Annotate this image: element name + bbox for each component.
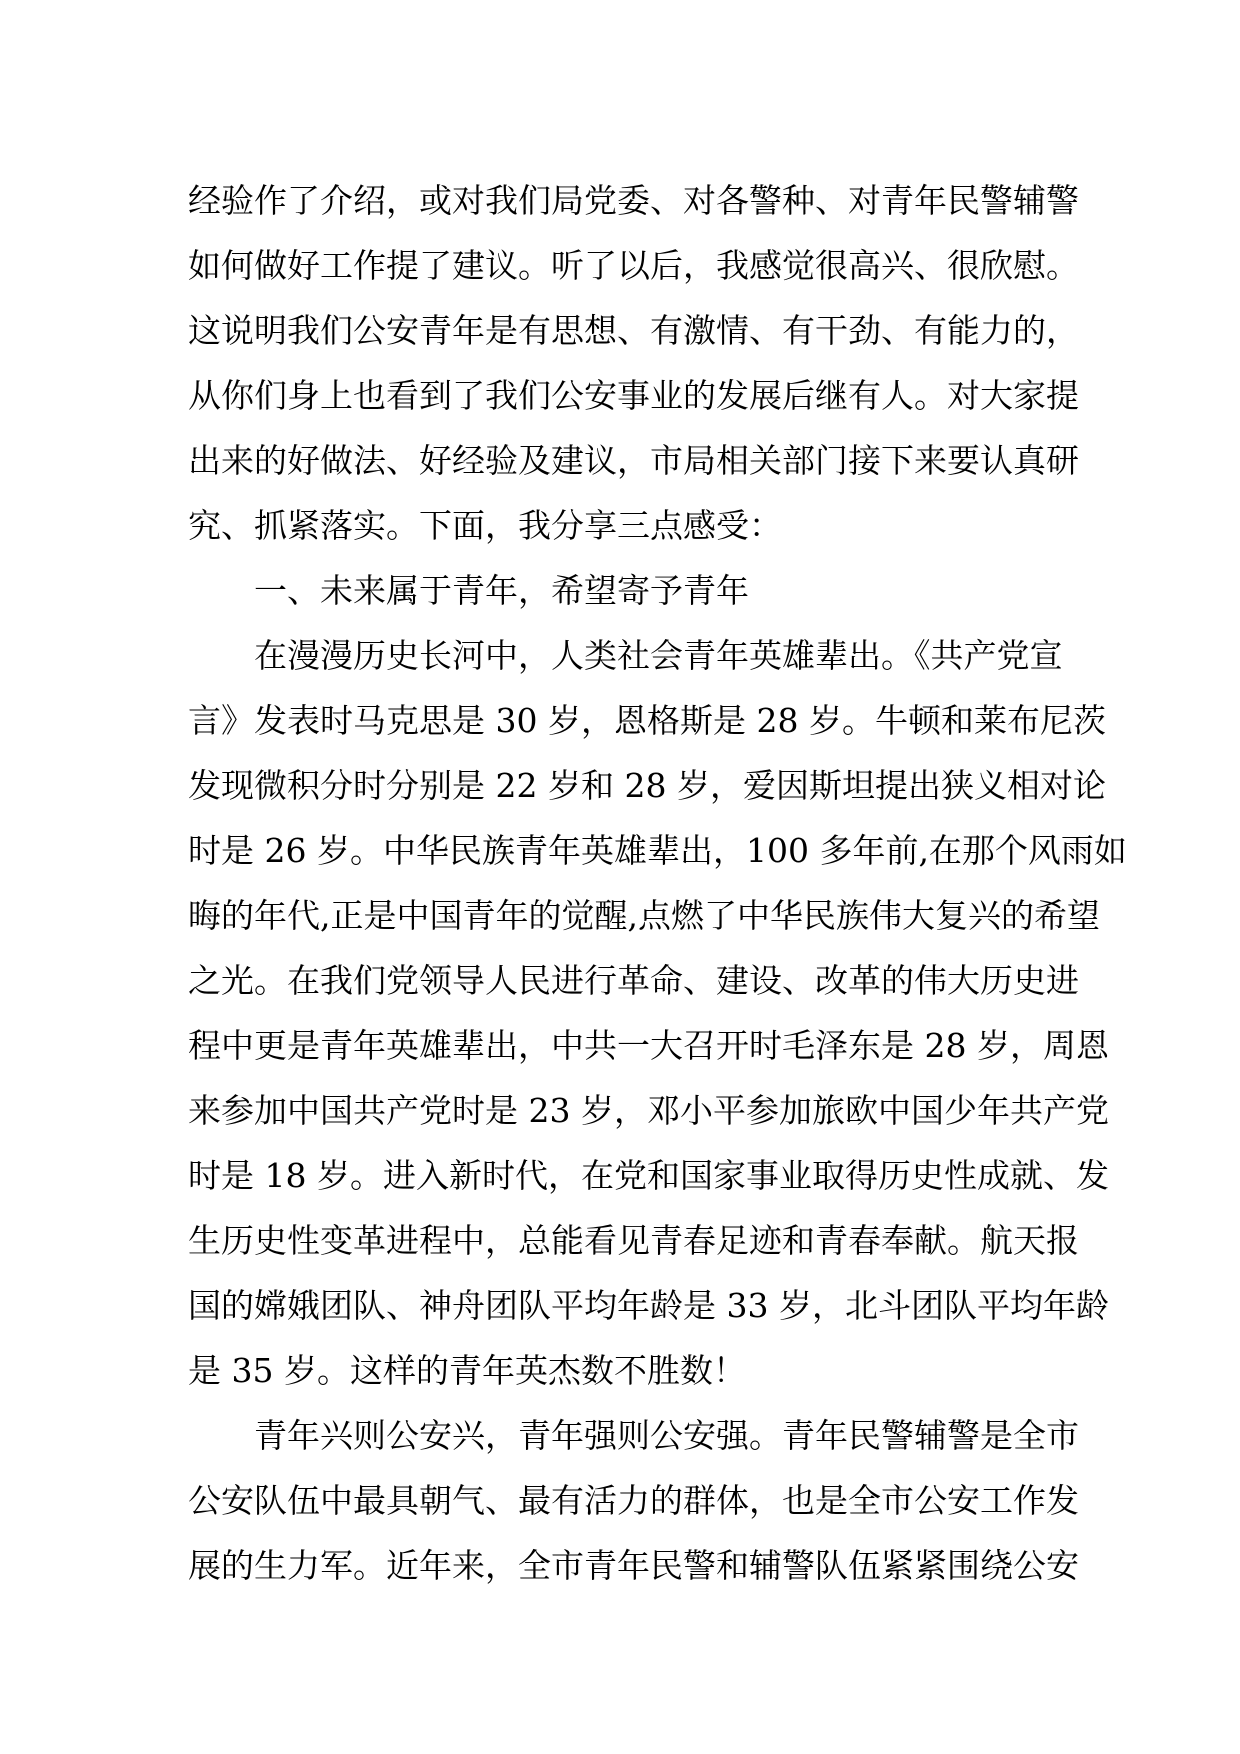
text-line: 这说明我们公安青年是有思想、有激情、有干劲、有能力的，	[188, 311, 1079, 350]
section-heading	[188, 558, 1058, 623]
text-line: 从你们身上也看到了我们公安事业的发展后继有人。对大家提	[188, 376, 1079, 415]
text-line: 在漫漫历史长河中，人类社会青年英雄辈出。《共产党宣	[254, 636, 1063, 675]
paragraph-history	[188, 623, 1127, 1403]
text-line: 生历史性变革进程中，总能看见青春足迹和青春奉献。航天报	[188, 1221, 1079, 1260]
text-line: 程中更是青年英雄辈出，中共一大召开时毛泽东是 28 岁，周恩	[188, 1026, 1109, 1065]
text-line: 言》发表时马克思是 30 岁，恩格斯是 28 岁。牛顿和莱布尼茨	[188, 701, 1106, 740]
text-line: 晦的年代,正是中国青年的觉醒,点燃了中华民族伟大复兴的希望	[188, 896, 1100, 935]
text-line: 时是 18 岁。进入新时代，在党和国家事业取得历史性成就、发	[188, 1156, 1109, 1195]
text-line: 公安队伍中最具朝气、最有活力的群体，也是全市公安工作发	[188, 1481, 1079, 1520]
text-line: 发现微积分时分别是 22 岁和 28 岁，爱因斯坦提出狭义相对论	[188, 766, 1106, 805]
paragraph-police-youth	[188, 1403, 1079, 1598]
text-line: 经验作了介绍，或对我们局党委、对各警种、对青年民警辅警	[188, 181, 1079, 220]
text-line: 国的嫦娥团队、神舟团队平均年龄是 33 岁，北斗团队平均年龄	[188, 1286, 1109, 1325]
text-line: 出来的好做法、好经验及建议，市局相关部门接下来要认真研	[188, 441, 1079, 480]
text-line: 青年兴则公安兴，青年强则公安强。青年民警辅警是全市	[254, 1416, 1079, 1455]
text-line: 究、抓紧落实。下面，我分享三点感受：	[188, 506, 782, 545]
text-line: 来参加中国共产党时是 23 岁，邓小平参加旅欧中国少年共产党	[188, 1091, 1109, 1130]
text-line: 时是 26 岁。中华民族青年英雄辈出，100 多年前,在那个风雨如	[188, 831, 1127, 870]
paragraph-intro	[188, 168, 1079, 558]
text-line: 展的生力军。近年来，全市青年民警和辅警队伍紧紧围绕公安	[188, 1546, 1079, 1585]
text-line: 是 35 岁。这样的青年英杰数不胜数！	[188, 1351, 746, 1390]
body-text	[188, 168, 1127, 1598]
text-line: 之光。在我们党领导人民进行革命、建设、改革的伟大历史进	[188, 961, 1079, 1000]
text-line: 如何做好工作提了建议。听了以后，我感觉很高兴、很欣慰。	[188, 246, 1079, 285]
heading-line: 一、未来属于青年，希望寄予青年	[254, 571, 749, 610]
